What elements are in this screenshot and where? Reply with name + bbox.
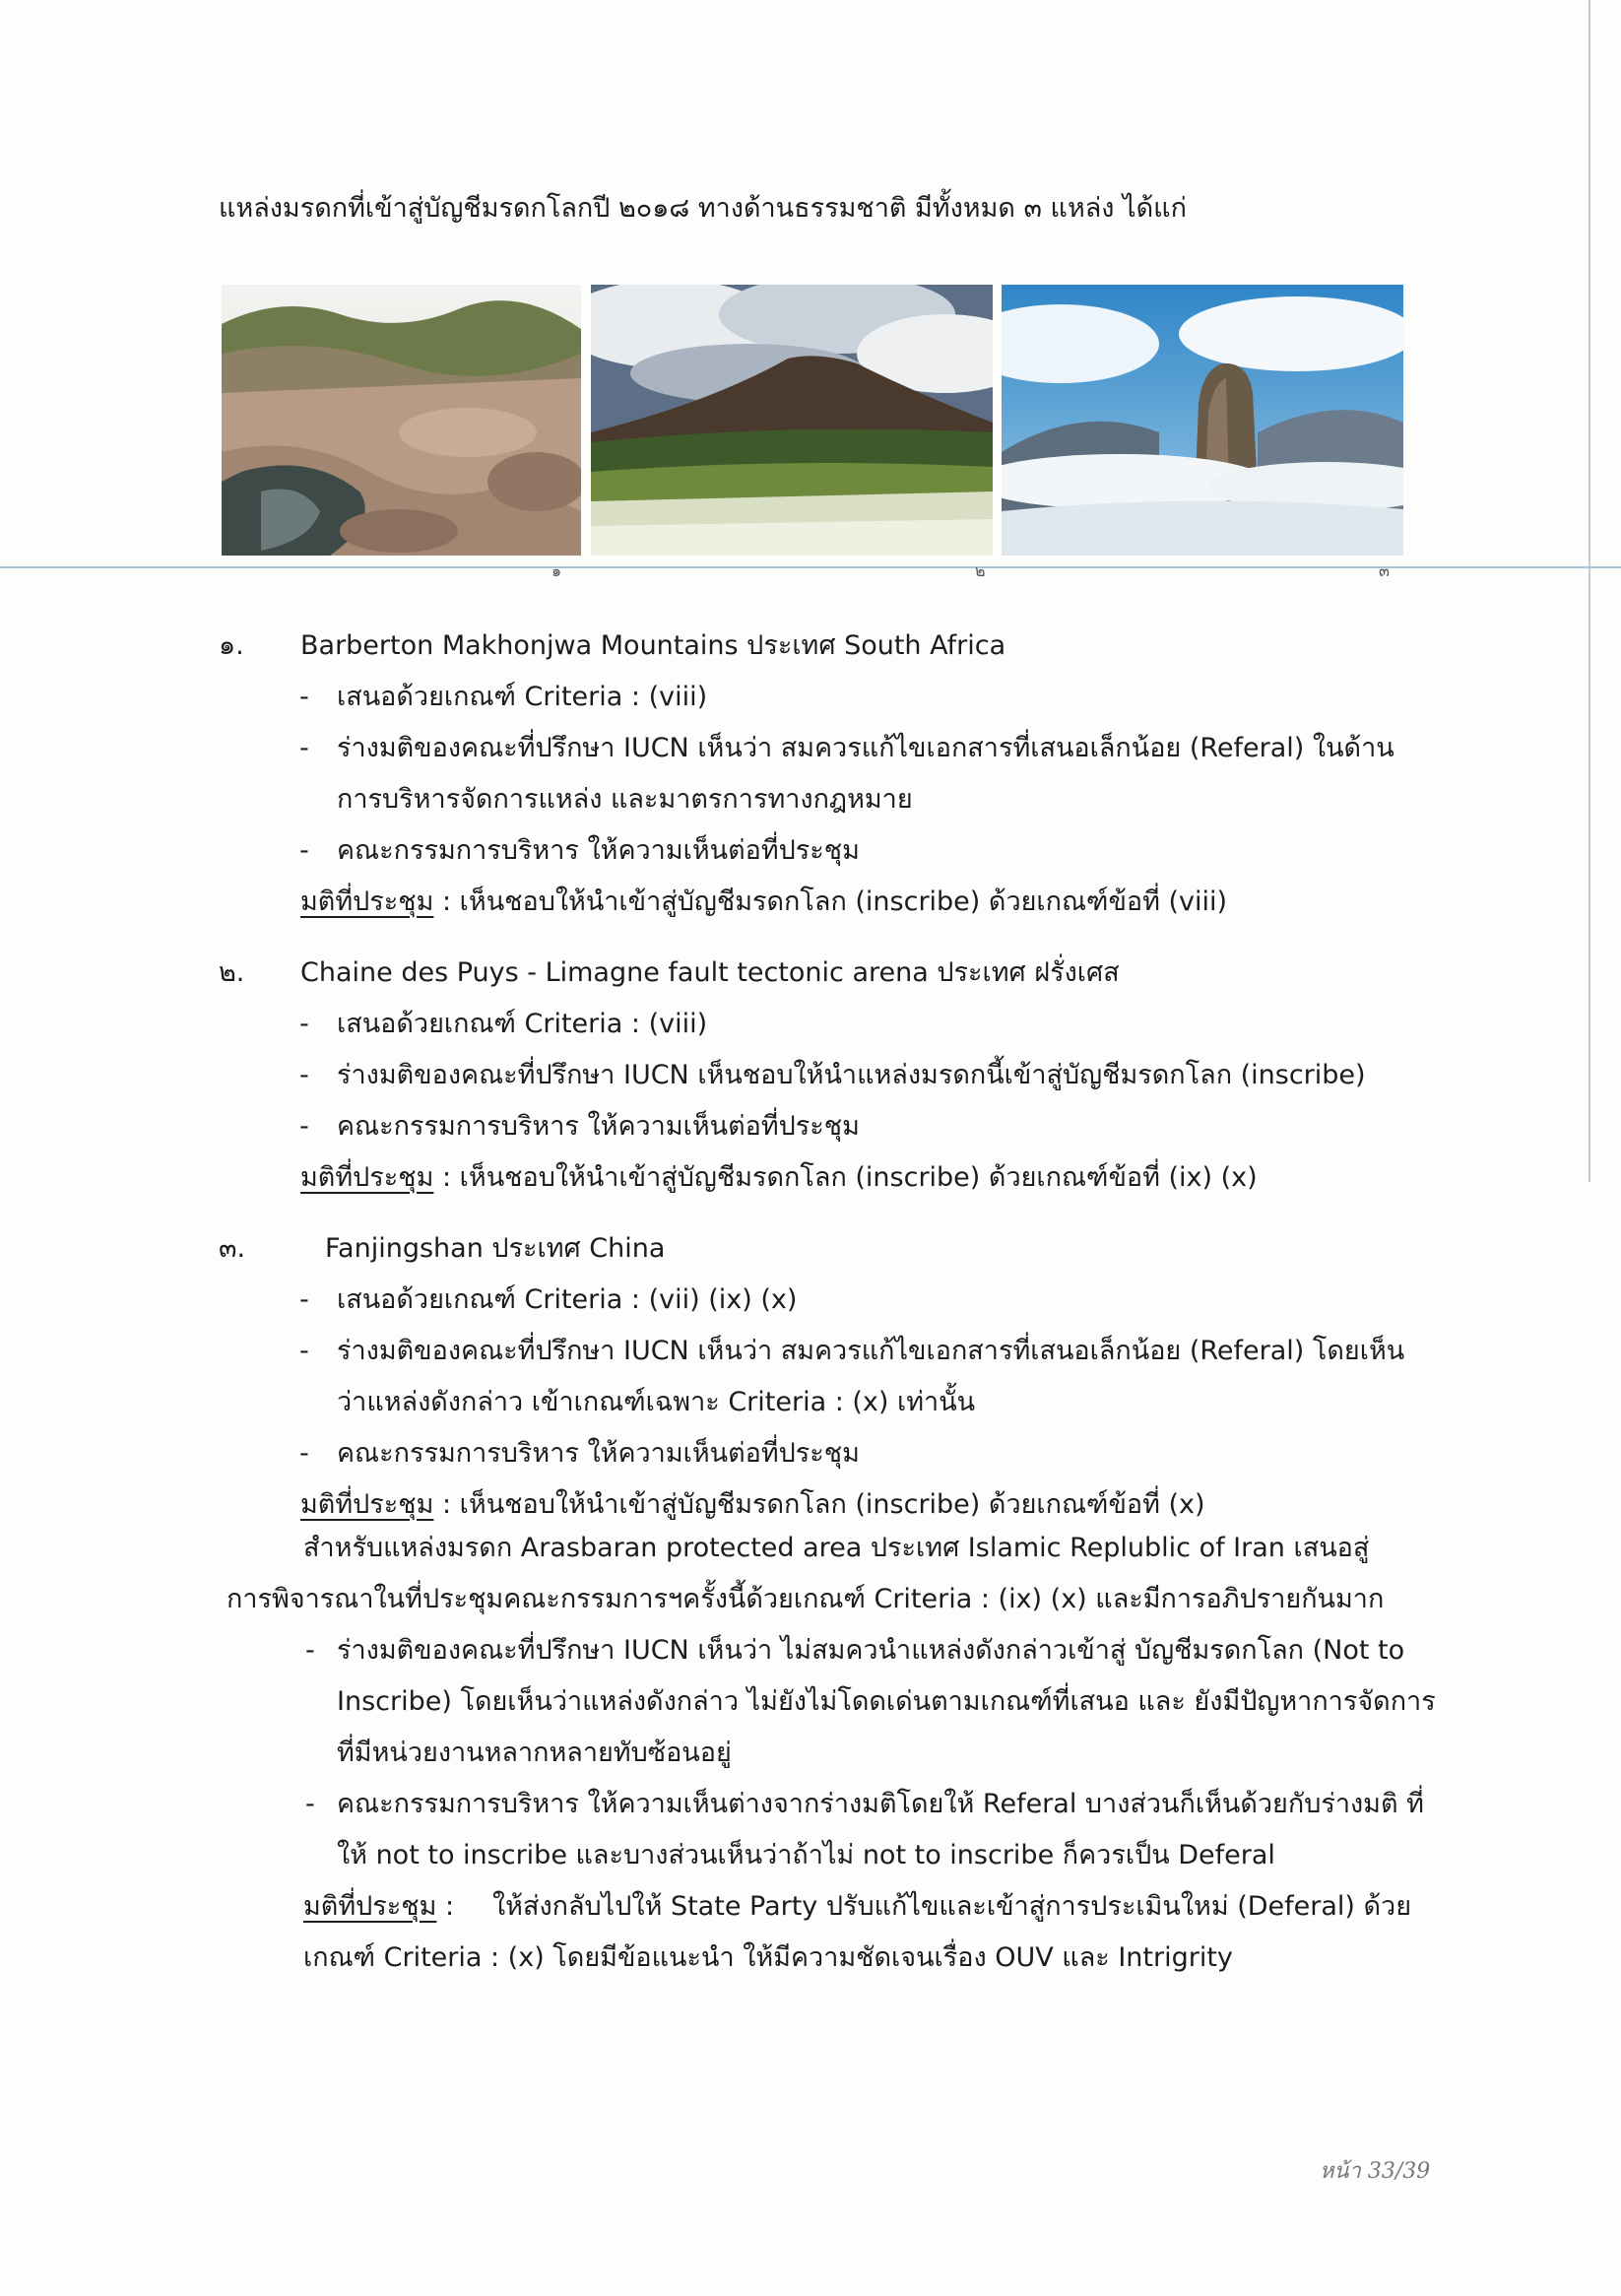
bullet-text: เสนอด้วยเกณฑ์ Criteria : (viii) bbox=[337, 682, 708, 712]
bullet-text: ให้ not to inscribe และบางส่วนเห็นว่าถ้าไม่ not to inscribe ก็ควรเป็น Deferal bbox=[337, 1840, 1275, 1870]
item-number: ๒. bbox=[219, 957, 245, 988]
item-bullet: - คณะกรรมการบริหาร ให้ความเห็นต่อที่ประชุม bbox=[219, 1428, 1499, 1479]
bullet-text: ร่างมติของคณะที่ปรึกษา IUCN เห็นว่า ไม่สมควนำแหล่งดังกล่าวเข้าสู่ บัญชีมรดกโลก (Not to bbox=[337, 1635, 1405, 1666]
item-heading: Chaine des Puys - Limagne fault tectonic arena ประเทศ ฝรั่งเศส bbox=[300, 957, 1120, 988]
item-bullet: - คณะกรรมการบริหาร ให้ความเห็นต่อที่ประชุม bbox=[219, 825, 1499, 877]
photo-strip bbox=[222, 285, 1403, 556]
resolution-text: : เห็นชอบให้นำเข้าสู่บัญชีมรดกโลก (inscribe) ด้วยเกณฑ์ข้อที่ (x) bbox=[433, 1489, 1205, 1520]
bullet-text: ร่างมติของคณะที่ปรึกษา IUCN เห็นว่า สมควรแก้ไขเอกสารที่เสนอเล็กน้อย (Referal) โดยเห็น bbox=[337, 1336, 1405, 1366]
arasbaran-section bbox=[227, 1523, 1507, 1984]
bullet-text: เสนอด้วยเกณฑ์ Criteria : (viii) bbox=[337, 1009, 708, 1039]
resolution-text: ให้ส่งกลับไปให้ State Party ปรับแก้ไขและเข้าสู่การประเมินใหม่ (Deferal) ด้วย bbox=[492, 1891, 1412, 1922]
resolution-text: เกณฑ์ Criteria : (x) โดยมีข้อแนะนำ ให้มีความชัดเจนเรื่อง OUV และ Intrigrity bbox=[303, 1942, 1233, 1973]
bullet-text: การบริหารจัดการแหล่ง และมาตรการทางกฎหมาย bbox=[337, 784, 913, 815]
bullet-text: คณะกรรมการบริหาร ให้ความเห็นต่อที่ประชุม bbox=[337, 835, 860, 866]
volcano-meadow-photo bbox=[591, 285, 993, 556]
bullet-text: ที่มีหน่วยงานหลากหลายทับซ้อนอยู่ bbox=[337, 1738, 732, 1768]
item-number: ๓. bbox=[219, 1233, 246, 1264]
bullet-text: ร่างมติของคณะที่ปรึกษา IUCN เห็นชอบให้นำแหล่งมรดกนี้เข้าสู่บัญชีมรดกโลก (inscribe) bbox=[337, 1060, 1366, 1090]
item-heading: Fanjingshan ประเทศ China bbox=[325, 1233, 666, 1264]
item-resolution bbox=[219, 877, 1499, 928]
item-bullet: - เสนอด้วยเกณฑ์ Criteria : (viii) bbox=[219, 672, 1499, 723]
item-bullet: - ร่างมติของคณะที่ปรึกษา IUCN เห็นว่า สมควรแก้ไขเอกสารที่เสนอเล็กน้อย (Referal) โดยเห็น ว่าแหล่งดังกล่าว เข้าเกณฑ์เฉพาะ Criteria : (x) เท่านั้น bbox=[219, 1326, 1499, 1428]
item-heading: Barberton Makhonjwa Mountains ประเทศ South Africa bbox=[300, 630, 1006, 661]
resolution-text: : เห็นชอบให้นำเข้าสู่บัญชีมรดกโลก (inscribe) ด้วยเกณฑ์ข้อที่ (ix) (x) bbox=[433, 1162, 1258, 1193]
item-bullet: - เสนอด้วยเกณฑ์ Criteria : (viii) bbox=[219, 999, 1499, 1050]
heritage-item bbox=[219, 948, 1499, 1204]
item-number: ๑. bbox=[219, 630, 244, 661]
heritage-items bbox=[219, 621, 1499, 1550]
item-bullet: - คณะกรรมการบริหาร ให้ความเห็นต่อที่ประชุม bbox=[219, 1101, 1499, 1152]
intro-text: แหล่งมรดกที่เข้าสู่บัญชีมรดกโลกปี ๒๐๑๘ ทางด้านธรรมชาติ มีทั้งหมด ๓ แหล่ง ได้แก่ bbox=[219, 193, 1187, 224]
resolution-label: มติที่ประชุม bbox=[300, 1162, 434, 1193]
heritage-item bbox=[219, 1223, 1499, 1531]
bullet-text: คณะกรรมการบริหาร ให้ความเห็นต่างจากร่างมติโดยให้ Referal บางส่วนก็เห็นด้วยกับร่างมติ ที่ bbox=[337, 1789, 1424, 1819]
arasbaran-bullet: - คณะกรรมการบริหาร ให้ความเห็นต่างจากร่างมติโดยให้ Referal บางส่วนก็เห็นด้วยกับร่างมติ ที่ ให้ not to inscribe และบางส่วนเห็นว่าถ้าไม่ not to inscribe ก็ควรเป็น Deferal bbox=[227, 1779, 1507, 1881]
resolution-separator: : bbox=[436, 1891, 455, 1922]
arasbaran-bullet: - ร่างมติของคณะที่ปรึกษา IUCN เห็นว่า ไม่สมควนำแหล่งดังกล่าวเข้าสู่ บัญชีมรดกโลก (Not to Inscribe) โดยเห็นว่าแหล่งดังกล่าว ไม่ยังไม่โดดเด่นตามเกณฑ์ที่เสนอ และ ยังมีปัญหาการจัดการ ที่มีหน่วยงานหลากหลายทับซ้อนอยู่ bbox=[227, 1625, 1507, 1779]
photo-caption-1: ๑ bbox=[551, 561, 562, 580]
bullet-text: Inscribe) โดยเห็นว่าแหล่งดังกล่าว ไม่ยังไม่โดดเด่นตามเกณฑ์ที่เสนอ และ ยังมีปัญหาการจัดการ bbox=[337, 1686, 1436, 1717]
item-bullet: - ร่างมติของคณะที่ปรึกษา IUCN เห็นว่า สมควรแก้ไขเอกสารที่เสนอเล็กน้อย (Referal) ในด้าน การบริหารจัดการแหล่ง และมาตรการทางกฎหมาย bbox=[219, 723, 1499, 825]
scan-edge-line bbox=[1589, 0, 1590, 1182]
resolution-label: มติที่ประชุม bbox=[300, 886, 434, 917]
photo-caption-3: ๓ bbox=[1379, 561, 1390, 580]
mountain-peak-clouds-photo bbox=[1002, 285, 1403, 556]
arasbaran-resolution bbox=[227, 1881, 1507, 1933]
bullet-text: ร่างมติของคณะที่ปรึกษา IUCN เห็นว่า สมควรแก้ไขเอกสารที่เสนอเล็กน้อย (Referal) ในด้าน bbox=[337, 733, 1394, 763]
item-resolution bbox=[219, 1152, 1499, 1204]
rocky-river-photo bbox=[222, 285, 581, 556]
item-bullet: - ร่างมติของคณะที่ปรึกษา IUCN เห็นชอบให้นำแหล่งมรดกนี้เข้าสู่บัญชีมรดกโลก (inscribe) bbox=[219, 1050, 1499, 1101]
paragraph-line: สำหรับแหล่งมรดก Arasbaran protected area ประเทศ Islamic Replublic of Iran เสนอสู่ bbox=[303, 1533, 1370, 1563]
item-bullet: - เสนอด้วยเกณฑ์ Criteria : (vii) (ix) (x) bbox=[219, 1275, 1499, 1326]
resolution-label: มติที่ประชุม bbox=[303, 1891, 437, 1922]
bullet-text: คณะกรรมการบริหาร ให้ความเห็นต่อที่ประชุม bbox=[337, 1438, 860, 1469]
heritage-item bbox=[219, 621, 1499, 928]
resolution-text: : เห็นชอบให้นำเข้าสู่บัญชีมรดกโลก (inscribe) ด้วยเกณฑ์ข้อที่ (viii) bbox=[433, 886, 1228, 917]
resolution-label: มติที่ประชุม bbox=[300, 1489, 434, 1520]
bullet-text: เสนอด้วยเกณฑ์ Criteria : (vii) (ix) (x) bbox=[337, 1284, 798, 1315]
paragraph-line: การพิจารณาในที่ประชุมคณะกรรมการฯครั้งนี้ด้วยเกณฑ์ Criteria : (ix) (x) และมีการอภิปรายกันมาก bbox=[227, 1584, 1385, 1614]
bullet-text: ว่าแหล่งดังกล่าว เข้าเกณฑ์เฉพาะ Criteria : (x) เท่านั้น bbox=[337, 1387, 976, 1417]
bullet-text: คณะกรรมการบริหาร ให้ความเห็นต่อที่ประชุม bbox=[337, 1111, 860, 1142]
page-number: หน้า 33/39 bbox=[1320, 2159, 1431, 2184]
photo-caption-2: ๒ bbox=[975, 561, 986, 580]
